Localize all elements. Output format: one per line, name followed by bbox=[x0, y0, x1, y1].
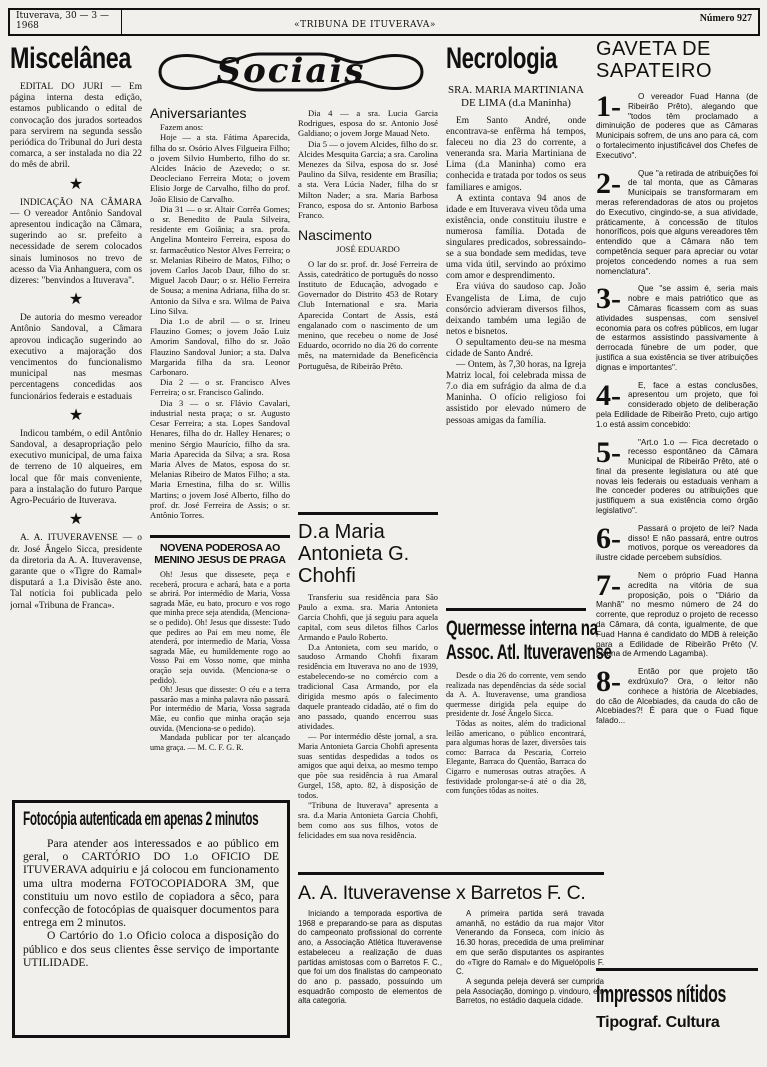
aniv-intro: Fazem anos: bbox=[160, 122, 204, 133]
barretos-left: Iniciando a temporada esportiva de 1968 e preparando-se para as disputas do campeonato profissional do corrente ano, a Associação Atlética Ituveravense estabeleceu a realização de duas partidas amistosas com o Barretos F. C., que foi um dos finalistas do campeonato do ano p. passado, possuindo um esquadrão composto de elementos de alta categoria. bbox=[298, 909, 442, 1006]
quermesse-p2: Tôdas as noites, além do tradicional leilão americano, o público encontrará, para algumas horas de lazer, diversões tais como: Barraca da Pescaria, Correio Elegante, Barraca do Quentão, Barraca do Cigarro e numerosas outras atrações. A festividade prolongar-se-á até o dia 28, com funções tôdas as noites. bbox=[446, 718, 586, 796]
gaveta-item-text: "Art.o 1.o — Fica decretado o recesso espontâneo da Câmara Municipal de Ribeirão Prêto, até o final da presente legislatura ou até que novas leis federais ou estaduais venham a lhe conceder poderes ou atribuições que justifiquem a sua existência como órgão legislativo". bbox=[596, 437, 758, 516]
aniversariantes-title: Aniversariantes bbox=[150, 108, 247, 121]
ad-line2: Tipograf. Cultura bbox=[596, 1014, 720, 1031]
gaveta-item-number: 8- bbox=[596, 667, 621, 699]
gaveta-item-text: Que "a retirada de atribuições foi de tal monta, que as Câmaras Municipais se transformaram em meras referendadoras de atos ou projetos do Executivo, cingindo-se, a sua atividade, práticamente, à concessão de títulos honoríficos, pois que alguns vereadores têm entendido que a Câmara não tem competência sequer para apreciar ou votar projetos concedendo nomes a rua sem nomenclatura". bbox=[596, 168, 758, 276]
misc-aa-ituveravense: A. A. ITUVERAVENSE — o dr. José Ângelo Sicca, presidente da diretoria da A. A. Ituveravense, garante que o «Tigre do Ramal» disputará a 1.a Divisão êste ano. Tal notícia foi publicada pelo jornal «Tribuna de Franca». bbox=[10, 533, 142, 611]
barretos-right-p2: A segunda peleja deverá ser cumprida pela Associação, domingo p. vindouro, em Barretos, no estádio daquela cidade. bbox=[456, 976, 604, 1006]
gaveta-item-number: 2- bbox=[596, 168, 621, 200]
aniv-dia1: Dia 1.o de abril — o sr. Irineu Flauzino Gomes; o jovem João Luiz Amorim Sandoval, filho do sr. João Flauzino Sandoval Junior; a sta. Dalva Margarida filha da sra. Leonor Carbonaro. bbox=[150, 316, 290, 378]
tipografia-ad bbox=[596, 968, 758, 1048]
chohfi-p1: Transferiu sua residência para São Paulo a exma. sra. Maria Antonieta Garcia Chohfi, que já seguiu para aquela capital, com seus diletos filhos Carlos Armando e Paulo Roberto. bbox=[298, 593, 438, 642]
gaveta-list bbox=[596, 92, 758, 726]
aniversariantes-section bbox=[150, 108, 290, 528]
gaveta-item bbox=[596, 438, 758, 516]
necrologia-subtitle: SRA. MARIA MARTINIANA DE LIMA (d.a Maninha) bbox=[448, 84, 584, 109]
misc-indicacao: INDICAÇÃO NA CÂMARA — O vereador Antônio Sandoval apresentou indicação na Câmara, sugerindo ao sr. prefeito a necessidade de serem colocados sinais luminosos no trevo de acesso da Via Anhanguera, com os dizeres: "benvindos a Ituverava". bbox=[10, 197, 142, 287]
gaveta-item-number: 1- bbox=[596, 92, 621, 123]
gaveta-item bbox=[596, 169, 758, 277]
newspaper-title: «TRIBUNA DE ITUVERAVA» bbox=[294, 20, 436, 30]
gaveta-item bbox=[596, 381, 758, 430]
necro-p4: O sepultamento deu-se na mesma cidade de Santo André. bbox=[446, 337, 586, 359]
divider bbox=[298, 872, 604, 875]
star-icon: ★ bbox=[68, 175, 84, 193]
quermesse-title-line2: Assoc. Atl. Ituveravense bbox=[446, 641, 612, 664]
gaveta-title-line2: SAPATEIRO bbox=[596, 60, 713, 82]
chohfi-title: D.a Maria Antonieta G. Chohfi bbox=[298, 521, 410, 587]
gaveta-title-line1: GAVETA DE bbox=[596, 38, 711, 60]
barretos-title: A. A. Ituveravense x Barretos F. C. bbox=[298, 882, 586, 904]
gaveta-item-text: E, face a estas conclusões, apresentou um projeto, que foi considerado objeto de deliberação pela Edilidade de Ribeirão Preto, cujo artigo 1.o está assim concebido: bbox=[596, 380, 758, 429]
chohfi-p2: D.a Antonieta, com seu marido, o saudoso Armando Chohfi fixaram residência em Ituverava no ano de 1939, estabelecendo-se no comércio com a tradicional Casa Armando, por ela dirigida mesmo após o falecimento daquele pranteado cidadão, até o fim do ano passado, quando encerrou suas atividades. bbox=[298, 642, 438, 731]
chohfi-section bbox=[298, 512, 438, 862]
barretos-right-p1: A primeira partida será travada amanhã, no estádio da rua major Vitor Venerando da Fonseca, com início às 16.30 horas, precedida de uma preliminar em que serão disputantes os aspirantes do «Tigre do Ramal» e do Miguelópolis F. C. bbox=[456, 909, 604, 977]
nascimento-text: O lar do sr. prof. dr. José Ferreira de Assis, catedrático de português do nosso Instituto de Educação, advogado e Governador do Distrito 453 de Rotary Club International e sra. Maria Aparecida Contart de Assis, está engalanado com o nascimento de um menino, que recebeu o nome de José Eduardo, ocorrido no dia 26 do corrente mês, na maternidade da Beneficência Portuguêsa, de Ribeirão Prêto. bbox=[298, 258, 438, 371]
necro-p3: Era viúva do saudoso cap. João Evangelista de Lima, de cujo consórcio advieram diversos filhos, deixando também uma legião de netos e bisnetos. bbox=[446, 282, 586, 337]
nascimento-subtitle: JOSÉ EDUARDO bbox=[336, 244, 400, 255]
sociais-continued bbox=[298, 108, 438, 508]
gaveta-item bbox=[596, 667, 758, 726]
quermesse-p1: Desde o dia 26 do corrente, vem sendo realizada nas dependências da séde social da A. A. Ituveravense, uma grandiosa quermesse dirigida pela equipe do presidente dr. José Ângelo Sicca. bbox=[446, 671, 586, 719]
divider bbox=[298, 512, 438, 515]
gaveta-item-number: 6- bbox=[596, 523, 621, 555]
necrologia-section bbox=[446, 42, 586, 602]
gaveta-item-number: 5- bbox=[596, 437, 621, 469]
fotocopia-title: Fotocópia autenticada em apenas 2 minutos bbox=[23, 809, 259, 830]
divider bbox=[446, 608, 586, 611]
misc-majoracao: De autoria do mesmo vereador Antônio Sandoval, a Câmara aprovou indicação sugerindo ao executivo a majoração dos vencimentos do funcionalismo municipal nas mesmas percentagens concedidas aos funcionários federais e estaduais bbox=[10, 313, 142, 402]
novena-p3: Mandada publicar por ter alcançado uma graça. — M. C. F. G. R. bbox=[150, 733, 290, 752]
aniv-dia3: Dia 3 — o sr. Flávio Cavalari, industrial nesta praça; o sr. Augusto Cesar Ferreira; a sta. Lopes Sandoval Henares, filha do dr. Halley Henares; o menino Sérgio Maurício, filho da sra. Maria Aparecida da Silva; a sra. Rosa Maria Alves de Matos, esposa do sr. Melanias Ribeiro de Matos Filho; a sta. Maria Ernestina, filha do sr. Willis Martins; o jovem José Alberto, filho do prof. dr. José Ferreira de Assis; o sr. Antônio Torres. bbox=[150, 397, 290, 520]
issue-number: Número 927 bbox=[699, 13, 752, 24]
chohfi-p4: "Tribuna de Ituverava" apresenta a sra. d.a Maria Antonieta Garcia Chohfi, bem como aos sus filhos, votos de felicidades em sua nova residência. bbox=[298, 801, 438, 840]
gaveta-item-number: 3- bbox=[596, 284, 621, 316]
gaveta-item-text: Então por que projeto tão exdrúxulo? Ora, o leitor não conhece a história de Alcebiades, do cão de Alcebiades, da cauda do cão de Alcebiades?! É para que o Fuad fique falado... bbox=[596, 667, 758, 726]
necro-p2: A extinta contava 94 anos de idade e em Ituverava viveu tôda uma existência, onde constituiu ilustre e numerosa família. Dotada de singulares predicados, sobressaindo-se a sua bondade sem medidas, teve uma vida útil, servindo ao próximo com amor e desprendimento. bbox=[446, 193, 586, 282]
gaveta-item-text: Nem o próprio Fuad Hanna acredita na vitória de sua proposição, pois o "Diário da Manhã" no mesmo número de 24 do corrente, que reproduz o projeto de recesso da Câmara, dá conta, igualmente, de que Fuad Hanna é candidato do MDB à releição para a Edilidade de Ribeirão Prêto (V. coluna de Armendo Lagamba). bbox=[596, 571, 758, 659]
fotocopia-ad bbox=[12, 800, 290, 1038]
gaveta-item-text: O vereador Fuad Hanna (de Ribeirão Prêto), alegando que "todos têm proclamado a diminuição de poderes que as Câmaras Municipais sofrem, de uns ano para cá, com o fortalecimento injustificável dos Chefes de Executivo". bbox=[596, 92, 758, 160]
novena-title: NOVENA PODEROSA AO MENINO JESUS DE PRAGA bbox=[154, 542, 286, 566]
sociais-title: Sociais bbox=[216, 51, 366, 91]
divider bbox=[150, 535, 290, 538]
chohfi-p3: — Por intermédio dêste jornal, a sra. Maria Antonieta Garcia Chohfi apresenta suas sentidas despedidas a todos os amigos que aqui deixa, ao mesmo tempo que põe sua residência à rua Amaral Gurgel, 158, apto. 82, à disposição de todos. bbox=[298, 731, 438, 801]
quermesse-section bbox=[446, 608, 612, 863]
aniv-dia2: Dia 2 — o sr. Francisco Alves Ferreira; o sr. Francisco Galindo. bbox=[150, 377, 290, 398]
star-icon: ★ bbox=[68, 291, 84, 309]
nascimento-title: Nascimento bbox=[298, 227, 372, 244]
gaveta-item-number: 4- bbox=[596, 380, 621, 412]
aniv-dia31: Dia 31 — o sr. Altair Corrêa Gomes; o sr. Benedito de Paula Silveira, residente em Goiânia; a sra. profa. Angelina Monteiro Ferreira, esposa do sr. farmacêutico Nestor Alves Ferreira; o sr. Melanias Ribeiro de Matos, Filho; o jovem Carlos Jacob Daur, filho do sr. Miguel Jacob Daur; o sr. Hélio Ferreira de Sousa; a menina Adriana, filha do sr. Antonio da Silva e sra. Wilma de Paiva Lino Silva. bbox=[150, 203, 290, 316]
issue-date: Ituverava, 30 — 3 — 1968 bbox=[10, 10, 122, 34]
ad-line1: Impressos nítidos bbox=[596, 981, 726, 1008]
necro-p1: Em Santo André, onde encontrava-se enfêrma há tempos, faleceu no dia 23 do corrente, a veneranda sra. Maria Martiniana de Lima (d.a Maninha) como era conhecida e tratada por todos os seus familiares e amigos. bbox=[446, 116, 586, 193]
gaveta-item bbox=[596, 284, 758, 372]
quermesse-title-line1: Quermesse interna na bbox=[446, 617, 598, 640]
miscelanea-section bbox=[10, 42, 142, 762]
novena-p2: Oh! Jesus que disseste: O céu e a terra passarão mas a minha palavra não passará. Por intermédio de Maria, Vossa sagrada Mãe, eu confio que minha oração seja ouvida. (Menciona-se o pedido). bbox=[150, 685, 290, 733]
aniv-dia5: Dia 5 — o jovem Alcides, filho do sr. Alcides Mesquita Garcia; a sra. Carolina Menezes da Silva, esposa do sr. José Paulino da Silva, residente em Brasília; a sta. Vera Lúcia Nader, filha do sr Milton Nader; a sra. Maria Barbosa Franco, esposa do sr. Antonio Barbosa Franco. bbox=[298, 138, 438, 221]
fotocopia-p1: Para atender aos interessados e ao público em geral, o CARTÓRIO DO 1.o OFICIO DE ITUVERAVA adquiriu e já colocou em funcionamento uma ultra moderna FOTOCOPIADORA 3M, que constituiu um novo estilo de copiadora a sêco, para confecção de fotocópias de quaisquer documentos para entrega em 2 minutos. bbox=[23, 837, 279, 930]
gaveta-item-text: Que "se assim é, seria mais nobre e mais patriótico que as Câmaras ficassem com as suas atividades suspensas, com sensivel economia para os cofres públicos, em lugar de estarmos assistindo passivamente à derrocada fúnebre de um poder, que justifica a sua existência se tiver atribuições dignas e importantes". bbox=[596, 284, 758, 372]
miscelanea-title: Miscelânea bbox=[10, 42, 131, 75]
aniv-dia4: Dia 4 — a sra. Lucia Garcia Rodrigues, esposa do sr. Antonio José Galdiano; o jovem Jorge Mauad Neto. bbox=[298, 108, 438, 139]
necrologia-title: Necrologia bbox=[446, 42, 558, 75]
star-icon: ★ bbox=[68, 511, 84, 529]
necro-p5: — Ontem, às 7,30 horas, na Igreja Matriz local, foi celebrada missa de 7.o dia em sufrágio da alma de d.a Maninha. O ofício religioso foi assistido por elevado número de pessoas amigas da família. bbox=[446, 360, 586, 426]
misc-desapropriacao: Indicou também, o edil Antônio Sandoval, a desapropriação pelo executivo municipal, de uma faixa de terreno de 10 alqueires, em local que fôr mais conveniente, para a instalação do futuro Parque Agro-Pecuário de Ituverava. bbox=[10, 428, 142, 507]
star-icon: ★ bbox=[68, 406, 84, 424]
gaveta-item bbox=[596, 524, 758, 563]
divider bbox=[596, 968, 758, 971]
gaveta-section bbox=[596, 38, 758, 968]
gaveta-item bbox=[596, 571, 758, 659]
misc-edital: EDITAL DO JURI — Em página interna desta edição, estamos publicando o edital de convocação dos jurados sorteados para servirem na segunda sessão periódica do Tribunal do Juri desta comarca, a ser instalada no dia 22 do mês de abril. bbox=[10, 82, 142, 171]
barretos-section bbox=[298, 872, 604, 1052]
novena-section bbox=[150, 535, 290, 760]
gaveta-item bbox=[596, 92, 758, 161]
gaveta-item-text: Passará o projeto de lei? Nada disso! E não passará, entre outros motivos, porque os vereadores da ilustre cidade percebem subsídios. bbox=[596, 523, 758, 563]
aniv-hoje: Hoje — a sta. Fátima Aparecida, filha do sr. Osório Alves Filgueira Filho; o jovem Silvio Humberto, filho do sr. Alcides Inácio de Azevedo; o sr. Deocleciano Ferreira Mota; o jovem Elisio Jorge de Carvalho, filho do prof. João Elisio de Carvalho. bbox=[150, 132, 290, 204]
novena-p1: Oh! Jesus que dissesete, peça e receberá, procura e achará, bata e a porta se abrirá. Por intermédio de Maria, Vossa sagrada Mãe, eu bato, procuro e vos rogo que minha prece seja atendida, (Menciona-se o pedido). Oh! Jesus que disseste: Tudo que pedires ao Pai em meu nome, êle atenderá, por intermedio de Maria, Vossa sagrada Mãe, eu humildemente rogo ao Vosso Pai em Vosso nome, que minha oração seja ouvida. (Menciona-se o pedido). bbox=[150, 570, 290, 685]
masthead-bar bbox=[8, 8, 760, 36]
sociais-banner bbox=[150, 44, 432, 100]
gaveta-item-number: 7- bbox=[596, 571, 621, 603]
fotocopia-p2: O Cartório do 1.o Oficio coloca a disposição do público e dos seus clientes êsse serviço de importante UTILIDADE. bbox=[23, 929, 279, 969]
